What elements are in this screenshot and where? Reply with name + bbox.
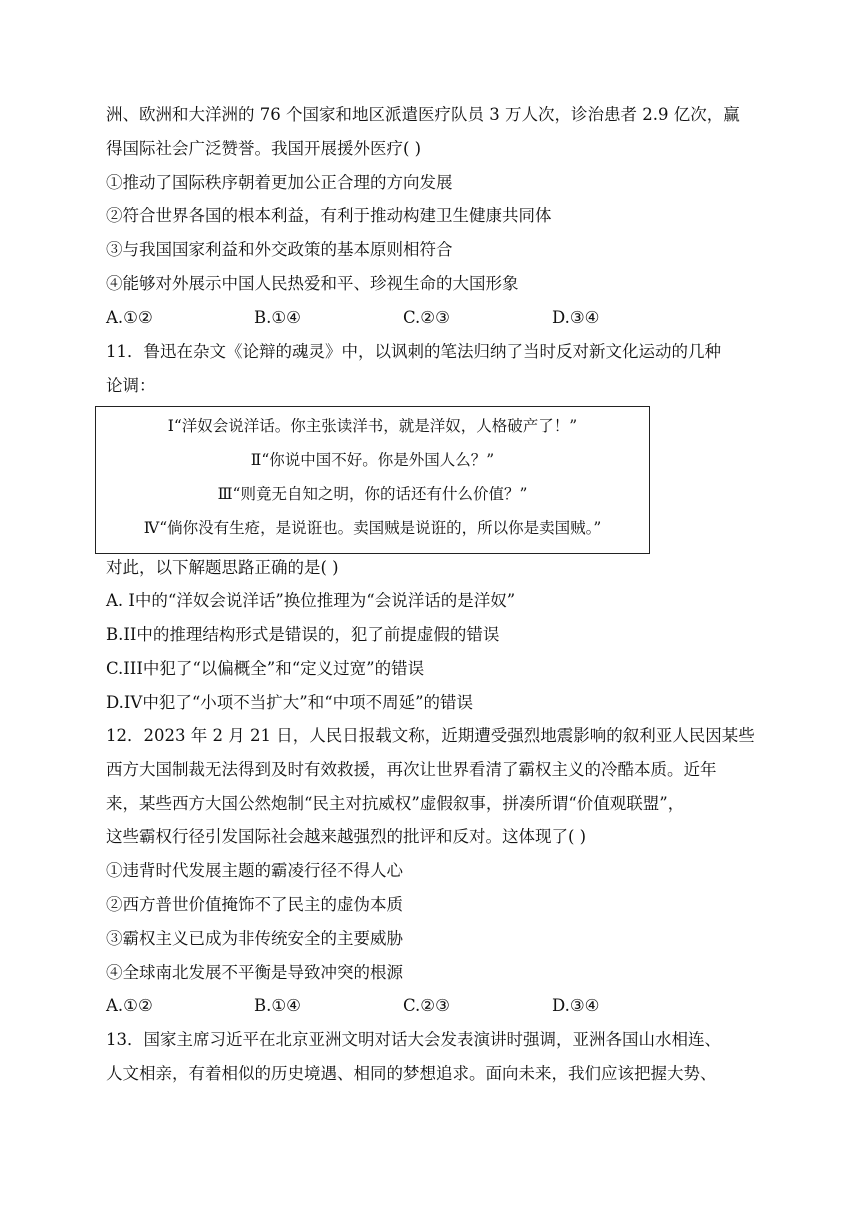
q10-line-1: 洲、欧洲和大洋洲的 76 个国家和地区派遣医疗队员 3 万人次，诊治患者 2.9 亿次，赢 [106, 105, 740, 124]
q10-option-b: B.①④ [254, 308, 301, 327]
q12-item-1: ①违背时代发展主题的霸凌行径不得人心 [106, 861, 403, 880]
q10-line-2: 得国际社会广泛赞誉。我国开展援外医疗( ) [106, 139, 422, 158]
q12-item-2: ②西方普世价值掩饰不了民主的虚伪本质 [106, 895, 403, 914]
q11-stem: 对此，以下解题思路正确的是( ) [106, 558, 339, 577]
q12-option-b: B.①④ [254, 996, 301, 1015]
q12-line-2: 西方大国制裁无法得到及时有效救援，再次让世界看清了霸权主义的冷酷本质。近年 [106, 760, 717, 779]
q12-item-4: ④全球南北发展不平衡是导致冲突的根源 [106, 963, 403, 982]
q11-choice-b: B.II中的推理结构形式是错误的，犯了前提虚假的错误 [106, 625, 500, 644]
q12-options [106, 994, 706, 1018]
q10-option-c: C.②③ [403, 308, 450, 327]
q11-quote-2: Ⅱ“你说中国不好。你是外国人么？” [250, 451, 495, 469]
q11-quote-1: Ⅰ“洋奴会说洋话。你主张读洋书，就是洋奴，人格破产了！” [167, 417, 578, 435]
q11-line-1: 11．鲁迅在杂文《论辩的魂灵》中，以讽刺的笔法归纳了当时反对新文化运动的几种 [106, 342, 721, 361]
q12-option-c: C.②③ [403, 996, 450, 1015]
q10-option-d: D.③④ [552, 308, 600, 327]
q12-option-d: D.③④ [552, 996, 600, 1015]
q11-line-2: 论调： [106, 376, 156, 395]
q13-line-1: 13．国家主席习近平在北京亚洲文明对话大会发表演讲时强调，亚洲各国山水相连、 [106, 1030, 721, 1049]
q11-choice-a: A. Ⅰ中的“洋奴会说洋话”换位推理为“会说洋话的是洋奴” [106, 591, 516, 610]
q11-quote-3: Ⅲ“则竟无自知之明，你的话还有什么价值？” [217, 485, 528, 503]
q10-item-2: ②符合世界各国的根本利益，有利于推动构建卫生健康共同体 [106, 206, 552, 225]
q11-quote-4: Ⅳ“倘你没有生疮，是说诳也。卖国贼是说诳的，所以你是卖国贼。” [143, 519, 602, 537]
q10-item-1: ①推动了国际秩序朝着更加公正合理的方向发展 [106, 173, 453, 192]
q10-item-4: ④能够对外展示中国人民热爱和平、珍视生命的大国形象 [106, 274, 519, 293]
q12-line-3: 来，某些西方大国公然炮制“民主对抗威权”虚假叙事，拼凑所谓“价值观联盟”， [106, 794, 685, 813]
q10-options [106, 306, 706, 330]
q11-quote-box [95, 406, 650, 554]
q10-item-3: ③与我国国家利益和外交政策的基本原则相符合 [106, 240, 453, 259]
q11-choice-c: C.III中犯了“以偏概全”和“定义过宽”的错误 [106, 659, 425, 678]
q13-line-2: 人文相亲，有着相似的历史境遇、相同的梦想追求。面向未来，我们应该把握大势、 [106, 1064, 717, 1083]
q12-item-3: ③霸权主义已成为非传统安全的主要威胁 [106, 929, 403, 948]
q10-option-a: A.①② [106, 308, 153, 327]
q12-option-a: A.①② [106, 996, 153, 1015]
q12-line-4: 这些霸权行径引发国际社会越来越强烈的批评和反对。这体现了( ) [106, 827, 587, 846]
q12-line-1: 12．2023 年 2 月 21 日，人民日报载文称，近期遭受强烈地震影响的叙利亚人民因某些 [106, 726, 755, 745]
q11-choice-d: D.IV中犯了“小项不当扩大”和“中项不周延”的错误 [106, 693, 474, 712]
